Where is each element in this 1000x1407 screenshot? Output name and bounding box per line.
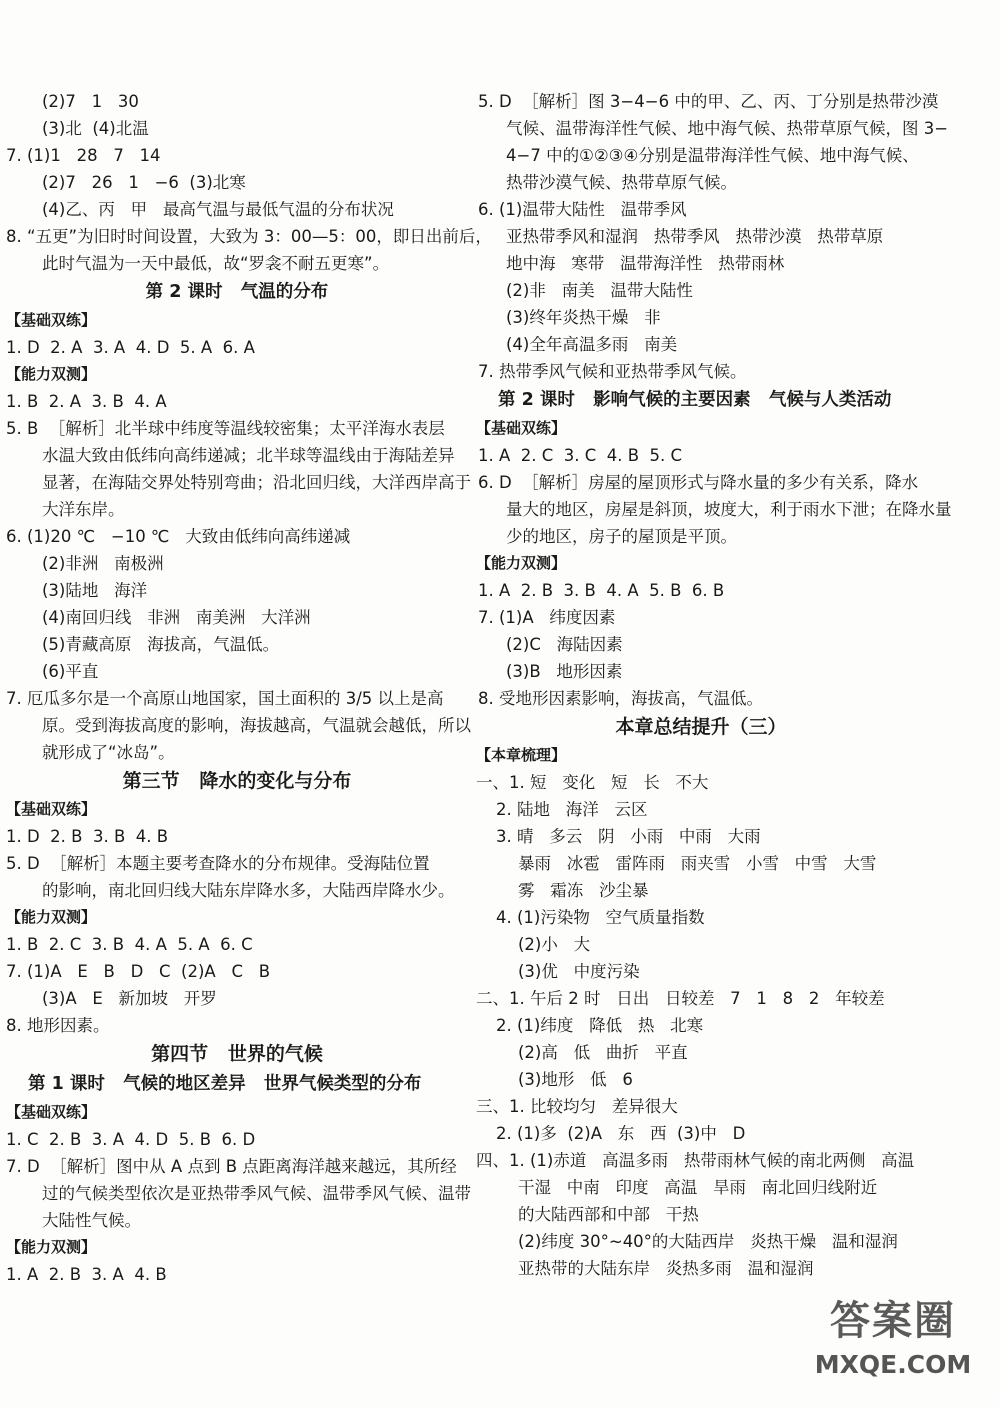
answer-line: (2)C 海陆因素 bbox=[506, 635, 623, 654]
answer-line: 5. B ［解析］北半球中纬度等温线较密集；太平洋海水表层 bbox=[6, 419, 445, 438]
answer-line: 1. A 2. B 3. A 4. B bbox=[6, 1265, 167, 1284]
answer-line: 就形成了“冰岛”。 bbox=[42, 743, 175, 762]
answer-line: 热带沙漠气候、热带草原气候。 bbox=[506, 173, 737, 192]
watermark bbox=[798, 1293, 988, 1393]
answer-line: (2)非洲 南极洲 bbox=[42, 554, 164, 573]
answer-line: (2)非 南美 温带大陆性 bbox=[506, 281, 693, 300]
answer-line: 显著，在海陆交界处特别弯曲；沿北回归线，大洋西岸高于 bbox=[42, 473, 471, 492]
section-heading: 第 2 课时 气温的分布 bbox=[145, 282, 329, 302]
answer-line: 一、1. 短 变化 短 长 不大 bbox=[476, 773, 709, 792]
answer-line: 1. C 2. B 3. A 4. D 5. B 6. D bbox=[6, 1130, 256, 1149]
answer-line: 三、1. 比较均匀 差异很大 bbox=[476, 1097, 678, 1116]
left-column bbox=[6, 88, 492, 1288]
answer-line: 2. 陆地 海洋 云区 bbox=[496, 800, 648, 819]
answer-line: 2. (1)纬度 降低 热 北寒 bbox=[496, 1016, 704, 1035]
watermark-url: MXQE.COM bbox=[814, 1350, 972, 1379]
answer-line: 量大的地区，房屋是斜顶，坡度大，利于雨水下泄；在降水量 bbox=[506, 500, 952, 519]
answer-line: (3)优 中度污染 bbox=[518, 962, 640, 981]
answer-line: 地中海 寒带 温带海洋性 热带雨林 bbox=[506, 254, 785, 273]
section-tag: 【基础双练】 bbox=[6, 311, 97, 329]
answer-line: 亚热带季风和湿润 热带季风 热带沙漠 热带草原 bbox=[506, 227, 884, 246]
answer-line: 过的气候类型依次是亚热带季风气候、温带季风气候、温带 bbox=[42, 1184, 471, 1203]
section-heading: 第 1 课时 气候的地区差异 世界气候类型的分布 bbox=[28, 1074, 422, 1094]
answer-line: 1. A 2. B 3. B 4. A 5. B 6. B bbox=[478, 581, 725, 600]
section-tag: 【基础双练】 bbox=[6, 1103, 97, 1121]
answer-line: 的大陆西部和中部 干热 bbox=[518, 1205, 699, 1224]
answer-line: 7. (1)1 28 7 14 bbox=[6, 146, 161, 165]
section-tag: 【本章梳理】 bbox=[476, 746, 567, 764]
answer-line: (2)小 大 bbox=[518, 935, 591, 954]
answer-line: 6. (1)20 ℃ −10 ℃ 大致由低纬向高纬递减 bbox=[6, 527, 351, 546]
answer-line: 3. 晴 多云 阴 小雨 中雨 大雨 bbox=[496, 827, 761, 846]
answer-line: 6. (1)温带大陆性 温带季风 bbox=[478, 200, 687, 219]
answer-line: (3)陆地 海洋 bbox=[42, 581, 148, 600]
answer-line: 1. D 2. B 3. B 4. B bbox=[6, 827, 169, 846]
answer-line: 7. (1)A E B D C (2)A C B bbox=[6, 962, 271, 981]
answer-line: (3)B 地形因素 bbox=[506, 662, 623, 681]
answer-line: 少的地区，房子的屋顶是平顶。 bbox=[506, 527, 737, 546]
answer-line: 水温大致由低纬向高纬递减；北半球等温线由于海陆差异 bbox=[42, 446, 455, 465]
answer-line: 8. 地形因素。 bbox=[6, 1016, 110, 1035]
answer-line: 暴雨 冰雹 雷阵雨 雨夹雪 小雪 中雪 大雪 bbox=[518, 854, 877, 873]
answer-line: 4. (1)污染物 空气质量指数 bbox=[496, 908, 705, 927]
section-tag: 【能力双测】 bbox=[6, 908, 97, 926]
answer-line: 5. D ［解析］本题主要考查降水的分布规律。受海陆位置 bbox=[6, 854, 430, 873]
answer-line: 8. “五更”为旧时时间设置，大致为 3：00—5：00，即日出前后， bbox=[6, 227, 492, 246]
section-tag: 【能力双测】 bbox=[476, 554, 567, 572]
answer-line: 5. D ［解析］图 3−4−6 中的甲、乙、丙、丁分别是热带沙漠 bbox=[478, 92, 939, 111]
answer-line: (3)北 (4)北温 bbox=[42, 119, 149, 138]
answer-line: 气候、温带海洋性气候、地中海气候、热带草原气候，图 3− bbox=[506, 119, 949, 138]
answer-line: 4−7 中的①②③④分别是温带海洋性气候、地中海气候、 bbox=[506, 146, 919, 165]
section-tag: 【基础双练】 bbox=[476, 419, 567, 437]
answer-line: (3)终年炎热干燥 非 bbox=[506, 308, 661, 327]
answer-line: 2. (1)多 (2)A 东 西 (3)中 D bbox=[496, 1124, 746, 1143]
answer-line: 8. 受地形因素影响，海拔高，气温低。 bbox=[478, 689, 763, 708]
answer-line: (4)全年高温多雨 南美 bbox=[506, 335, 678, 354]
answer-line: 原。受到海拔高度的影响，海拔越高，气温就会越低，所以 bbox=[42, 716, 471, 735]
answer-line: 大洋东岸。 bbox=[42, 500, 125, 519]
answer-line: (2)纬度 30°~40°的大陆西岸 炎热干燥 温和湿润 bbox=[518, 1232, 898, 1251]
answer-line: 7. (1)A 纬度因素 bbox=[478, 608, 616, 627]
answer-line: 7. 热带季风气候和亚热带季风气候。 bbox=[478, 362, 747, 381]
section-tag: 【能力双测】 bbox=[6, 1238, 97, 1256]
section-heading: 第 2 课时 影响气候的主要因素 气候与人类活动 bbox=[498, 390, 892, 410]
answer-line: 二、1. 午后 2 时 日出 日较差 7 1 8 2 年较差 bbox=[476, 989, 885, 1008]
answer-line: 1. B 2. A 3. B 4. A bbox=[6, 392, 167, 411]
right-column bbox=[476, 88, 952, 1282]
answer-line: 此时气温为一天中最低，故“罗衾不耐五更寒”。 bbox=[42, 254, 390, 273]
answer-line: (6)平直 bbox=[42, 662, 99, 681]
answer-line: 干湿 中南 印度 高温 旱雨 南北回归线附近 bbox=[518, 1178, 878, 1197]
answer-line: 1. D 2. A 3. A 4. D 5. A 6. A bbox=[6, 338, 255, 357]
answer-line: 1. A 2. C 3. C 4. B 5. C bbox=[478, 446, 683, 465]
answer-line: 1. B 2. C 3. B 4. A 5. A 6. C bbox=[6, 935, 253, 954]
answer-line: 雾 霜冻 沙尘暴 bbox=[518, 881, 649, 900]
answer-line: (3)地形 低 6 bbox=[518, 1070, 633, 1089]
section-tag: 【能力双测】 bbox=[6, 365, 97, 383]
section-heading: 第四节 世界的气候 bbox=[151, 1043, 323, 1065]
answer-line: 四、1. (1)赤道 高温多雨 热带雨林气候的南北两侧 高温 bbox=[476, 1151, 915, 1170]
answer-line: (3)A E 新加坡 开罗 bbox=[42, 989, 217, 1008]
answer-line: (2)7 1 30 bbox=[42, 92, 139, 111]
section-tag: 【基础双练】 bbox=[6, 800, 97, 818]
answer-line: (4)乙、丙 甲 最高气温与最低气温的分布状况 bbox=[42, 200, 394, 219]
answer-line: (4)南回归线 非洲 南美洲 大洋洲 bbox=[42, 608, 311, 627]
answer-line: 的影响，南北回归线大陆东岸降水多，大陆西岸降水少。 bbox=[42, 881, 455, 900]
answer-line: 7. 厄瓜多尔是一个高原山地国家，国土面积的 3/5 以上是高 bbox=[6, 689, 444, 708]
answer-line: 大陆性气候。 bbox=[42, 1211, 141, 1230]
answer-line: 6. D ［解析］房屋的屋顶形式与降水量的多少有关系，降水 bbox=[478, 473, 919, 492]
answer-line: (2)7 26 1 −6 (3)北寒 bbox=[42, 173, 246, 192]
section-heading: 第三节 降水的变化与分布 bbox=[122, 770, 352, 792]
answer-line: 亚热带的大陆东岸 炎热多雨 温和湿润 bbox=[518, 1259, 814, 1278]
answer-line: (5)青藏高原 海拔高，气温低。 bbox=[42, 635, 280, 654]
answer-line: 7. D ［解析］图中从 A 点到 B 点距离海洋越来越远，其所经 bbox=[6, 1157, 457, 1176]
answer-line: (2)高 低 曲折 平直 bbox=[518, 1043, 688, 1062]
section-heading: 本章总结提升（三） bbox=[615, 716, 787, 738]
watermark-logo: 答案圈 bbox=[830, 1297, 956, 1344]
